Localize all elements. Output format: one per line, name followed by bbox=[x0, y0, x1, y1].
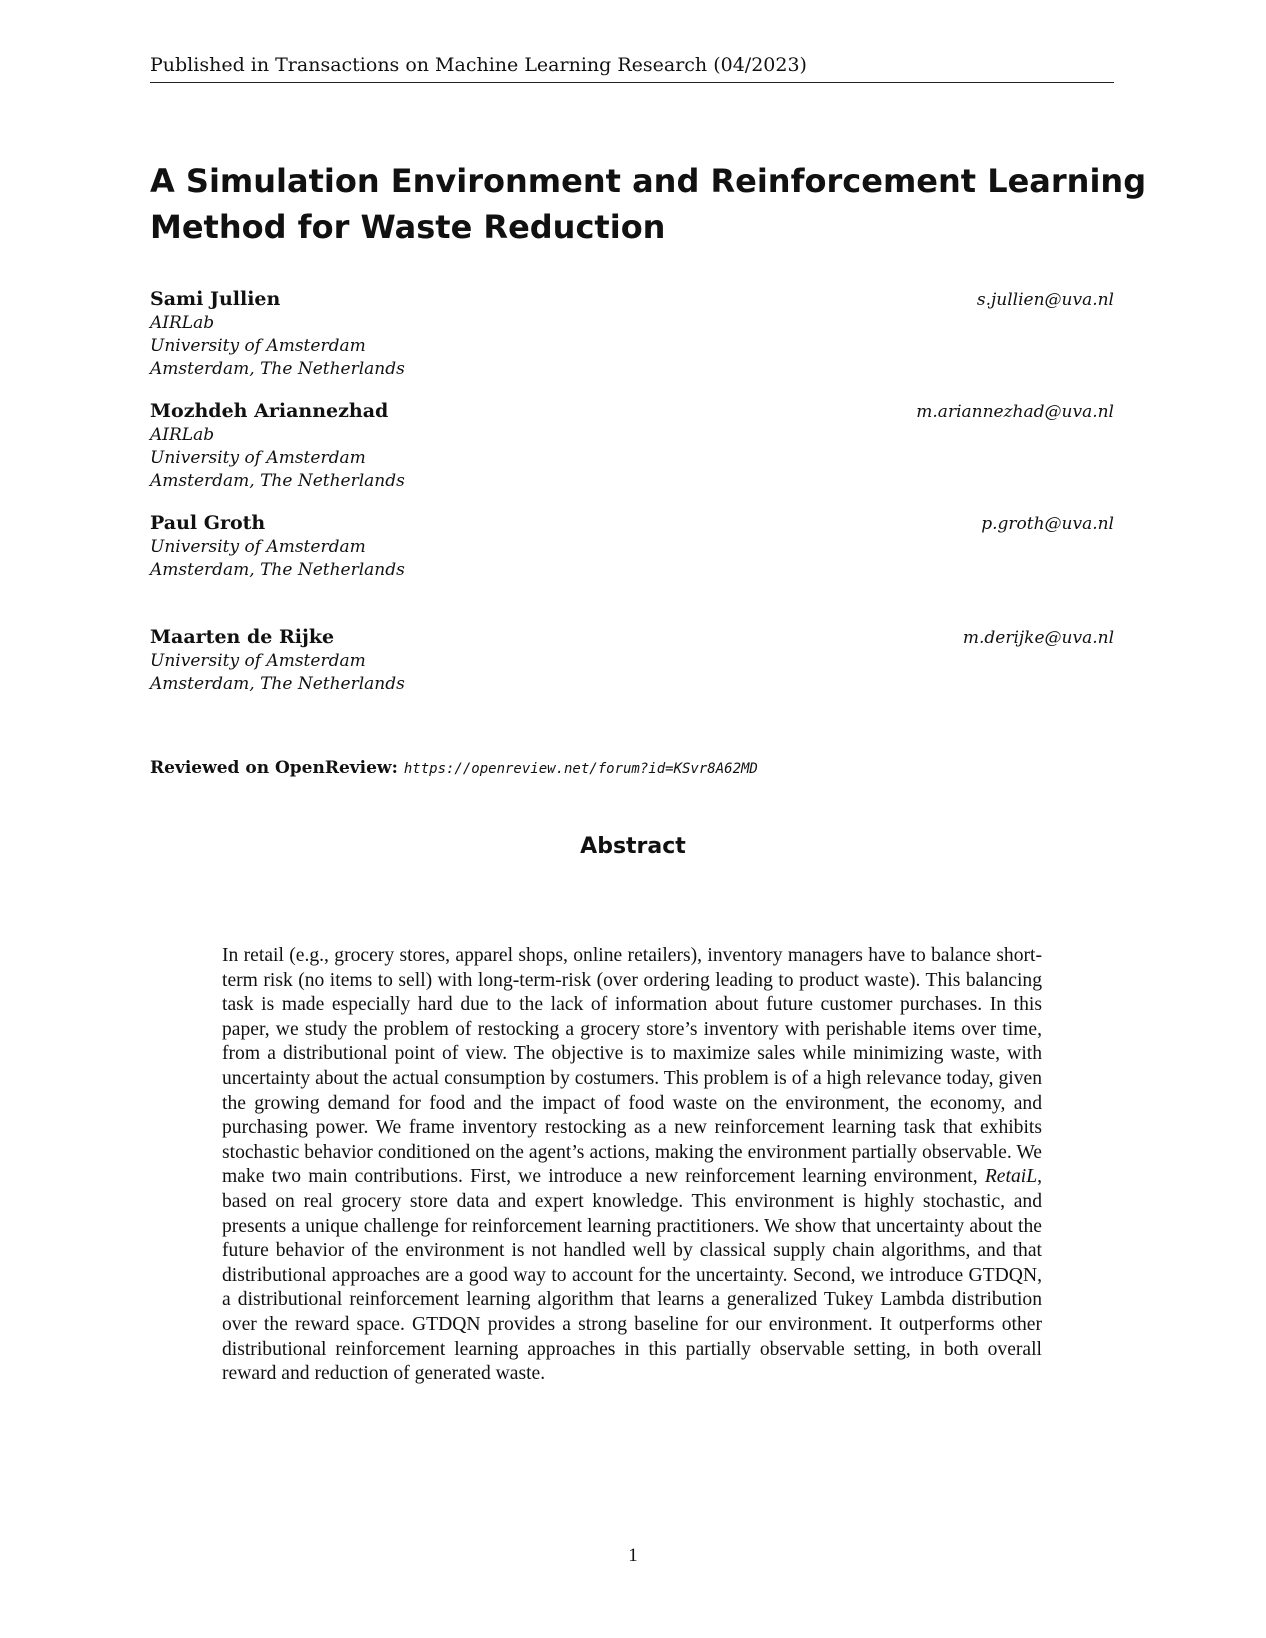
author-email[interactable]: s.jullien@uva.nl bbox=[976, 290, 1114, 310]
openreview-label: Reviewed on OpenReview: bbox=[150, 758, 398, 778]
author-affiliation-location: Amsterdam, The Netherlands bbox=[150, 359, 405, 379]
running-head: Published in Transactions on Machine Learning Research (04/2023) bbox=[150, 52, 1114, 83]
author-block bbox=[150, 400, 1114, 493]
paper-title-line-1: A Simulation Environment and Reinforcement Learning bbox=[150, 162, 1147, 200]
abstract-heading: Abstract bbox=[580, 834, 686, 859]
author-name: Mozhdeh Ariannezhad bbox=[150, 400, 389, 422]
author-affiliation-university: University of Amsterdam bbox=[150, 537, 366, 557]
author-affiliation-location: Amsterdam, The Netherlands bbox=[150, 674, 405, 694]
author-affiliation-lab: AIRLab bbox=[150, 425, 215, 445]
author-affiliation-university: University of Amsterdam bbox=[150, 651, 366, 671]
author-affiliation-location: Amsterdam, The Netherlands bbox=[150, 560, 405, 580]
author-affiliation-university: University of Amsterdam bbox=[150, 336, 366, 356]
abstract-text-part-1: In retail (e.g., grocery stores, apparel shops, online retailers), inventory managers have to balance short-term risk (no items to sell) with long-term-risk (over ordering leading to product waste). This balancing task is made especially hard due to the lack of information about future customer purchases. In this paper, we study the problem of restocking a grocery store’s inventory with perishable items over time, from a distributional point of view. The objective is to maximize sales while minimizing waste, with uncertainty about the actual consumption by costumers. This problem is of a high relevance today, given the growing demand for food and the impact of food waste on the environment, the economy, and purchasing power. We frame inventory restocking as a new reinforcement learning task that exhibits stochastic behavior conditioned on the agent’s actions, making the environment partially observable. We make two main contributions. First, we introduce a new reinforcement learning environment, bbox=[222, 945, 1042, 1188]
paper-title-line-2: Method for Waste Reduction bbox=[150, 208, 666, 246]
author-name: Sami Jullien bbox=[150, 288, 281, 310]
paper-title bbox=[150, 158, 1147, 250]
openreview-line bbox=[150, 756, 758, 781]
abstract-emphasis-retail: RetaiL bbox=[984, 1166, 1038, 1188]
author-affiliation-location: Amsterdam, The Netherlands bbox=[150, 471, 405, 491]
author-block bbox=[150, 288, 1114, 381]
author-name: Paul Groth bbox=[150, 512, 266, 534]
author-affiliation-lab: AIRLab bbox=[150, 313, 215, 333]
author-name: Maarten de Rijke bbox=[150, 626, 335, 648]
author-email[interactable]: m.ariannezhad@uva.nl bbox=[916, 402, 1114, 422]
openreview-link[interactable]: https://openreview.net/forum?id=KSvr8A62MD bbox=[403, 761, 758, 777]
page-number: 1 bbox=[628, 1545, 638, 1566]
author-affiliation-university: University of Amsterdam bbox=[150, 448, 366, 468]
author-block bbox=[150, 626, 1114, 696]
author-email[interactable]: p.groth@uva.nl bbox=[981, 514, 1114, 534]
abstract-body bbox=[222, 944, 1042, 1387]
author-block bbox=[150, 512, 1114, 582]
abstract-text-part-2: , based on real grocery store data and expert knowledge. This environment is highly stochastic, and presents a unique challenge for reinforcement learning practitioners. We show that uncertainty about the future behavior of the environment is not handled well by classical supply chain algorithms, and that distributional approaches are a good way to account for the uncertainty. Second, we introduce GTDQN, a distributional reinforcement learning algorithm that learns a generalized Tukey Lambda distribution over the reward space. GTDQN provides a strong baseline for our environment. It outperforms other distributional reinforcement learning approaches in this partially observable setting, in both overall reward and reduction of generated waste. bbox=[222, 1166, 1042, 1385]
author-email[interactable]: m.derijke@uva.nl bbox=[962, 628, 1114, 648]
